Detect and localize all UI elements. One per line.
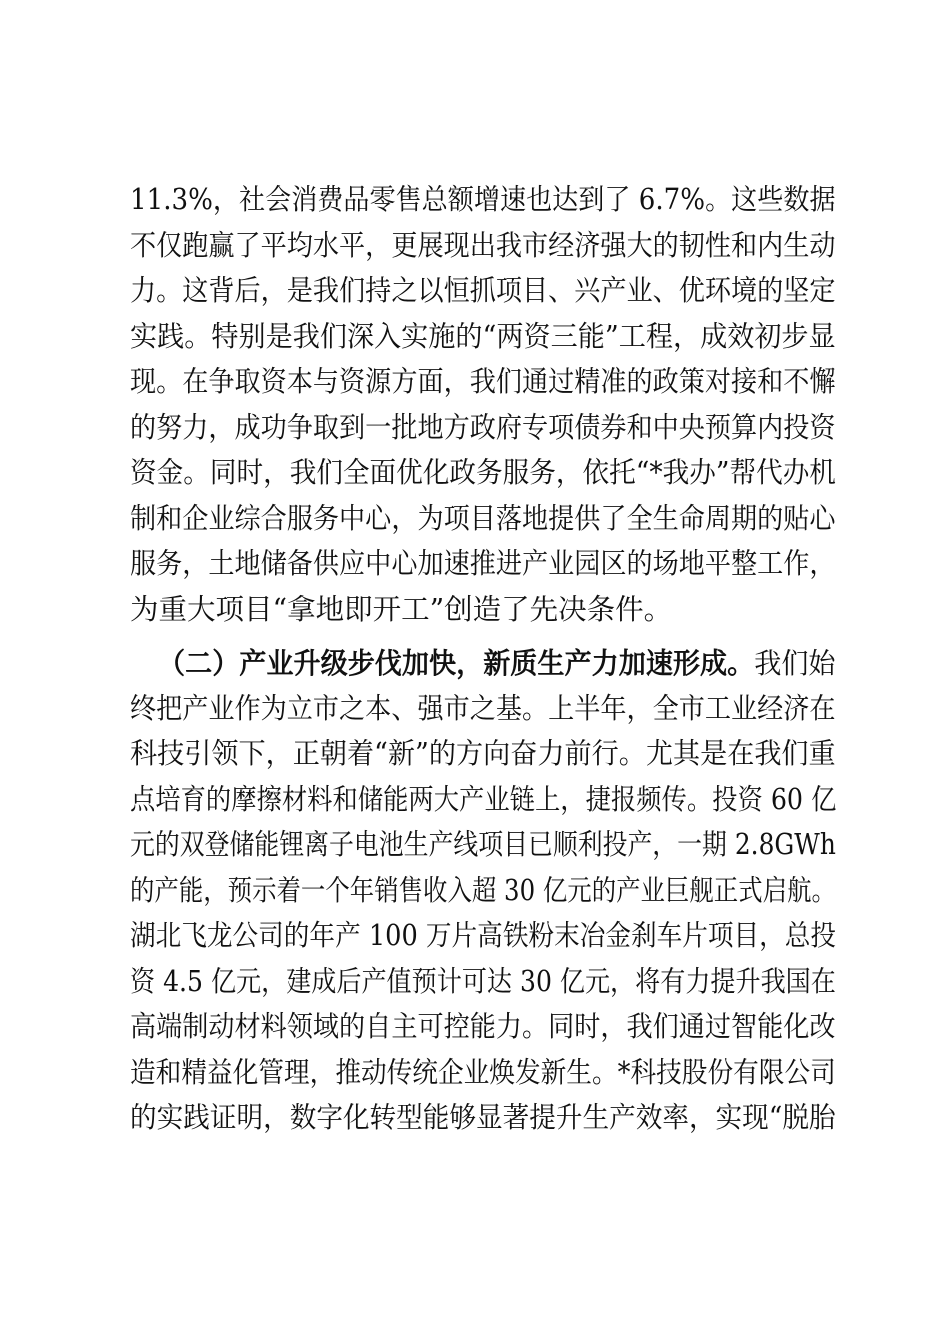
- text-line: 力。这背后，是我们持之以恒抓项目、兴产业、优环境的坚定: [130, 274, 836, 307]
- text-line: 11.3%，社会消费品零售总额增速也达到了 6.7%。这些数据: [130, 183, 836, 216]
- text-line: 终把产业作为立市之本、强市之基。上半年，全市工业经济在: [130, 691, 836, 725]
- text-line: 不仅跑赢了平均水平，更展现出我市经济强大的韧性和内生动: [130, 228, 836, 262]
- text-line: [158, 643, 836, 683]
- text-line: 造和精益化管理，推动传统企业焕发新生。*科技股份有限公司: [130, 1055, 836, 1089]
- text-line: 科技引领下，正朝着“新”的方向奋力前行。尤其是在我们重: [130, 737, 836, 770]
- text-line: 点培育的摩擦材料和储能两大产业链上，捷报频传。投资 60 亿: [130, 782, 837, 816]
- text-line: 湖北飞龙公司的年产 100 万片高铁粉末冶金刹车片项目，总投: [130, 919, 837, 952]
- section-heading: （二）产业升级步伐加快，新质生产力加速形成。: [158, 646, 755, 680]
- heading-continuation: 我们始: [754, 647, 836, 680]
- text-line: 制和企业综合服务中心，为项目落地提供了全生命周期的贴心: [130, 501, 836, 535]
- text-line: 服务，土地储备供应中心加速推进产业园区的场地平整工作，: [130, 547, 836, 580]
- text-line: 的努力，成功争取到一批地方政府专项债券和中央预算内投资: [130, 410, 836, 444]
- text-line: 元的双登储能锂离子电池生产线项目已顺利投产，一期 2.8GWh: [130, 828, 836, 861]
- text-line: 为重大项目“拿地即开工”创造了先决条件。: [130, 592, 673, 626]
- text-line: 现。在争取资本与资源方面，我们通过精准的政策对接和不懈: [130, 365, 836, 398]
- text-line: 的产能，预示着一个年销售收入超 30 亿元的产业巨舰正式启航。: [130, 873, 836, 907]
- text-line: 高端制动材料领域的自主可控能力。同时，我们通过智能化改: [130, 1010, 836, 1043]
- text-line: 资金。同时，我们全面优化政务服务，依托“*我办”帮代办机: [130, 456, 836, 489]
- text-line: 的实践证明，数字化转型能够显著提升生产效率，实现“脱胎: [130, 1101, 836, 1134]
- text-line: 资 4.5 亿元，建成后产值预计可达 30 亿元，将有力提升我国在: [130, 964, 836, 998]
- text-line: 实践。特别是我们深入实施的“两资三能”工程，成效初步显: [130, 319, 836, 353]
